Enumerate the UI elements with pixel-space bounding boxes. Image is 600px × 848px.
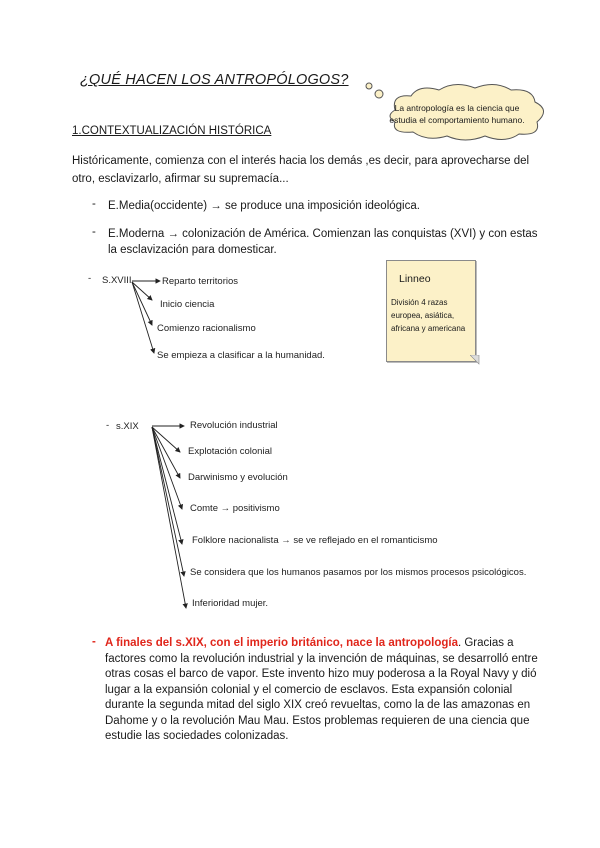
- xviii-label: S.XVIII: [102, 275, 132, 286]
- xviii-item: Comienzo racionalismo: [157, 323, 256, 334]
- highlight-text: A finales del s.XIX, con el imperio británico, nace la antropología: [105, 637, 458, 649]
- note-body: División 4 razas europea, asiática, africana y americana: [391, 298, 466, 333]
- bullet-dash: -: [92, 636, 96, 648]
- bullet-dash: -: [92, 198, 96, 210]
- linneo-note: [386, 260, 476, 362]
- section-heading: 1.CONTEXTUALIZACIÓN HISTÓRICA: [72, 125, 272, 137]
- xix-label: s.XIX: [116, 421, 139, 432]
- final-paragraph: [105, 636, 545, 745]
- xviii-item: Se empieza a clasificar a la humanidad.: [157, 350, 325, 361]
- final-body: . Gracias a factores como la revolución industrial y la invención de máquinas, se desarrolló entre otras cosas el barco de vapor. Este invento hizo muy poderosa a la Royal Navy y dió lugar a la expansión colonial y el comercio de esclavos. Esta expansión colonial durante la segunda mitad del siglo XIX creó revueltas, como la de las amazonas en Dahome y o la revolución Mau Mau. Estos problemas requieren de una ciencia que estudie las sociedades colonizadas.: [105, 637, 538, 742]
- xix-item: Darwinismo y evolución: [188, 472, 288, 483]
- xix-item: Se considera que los humanos pasamos por los mismos procesos psicológicos.: [190, 567, 527, 578]
- bullet-edad-moderna: E.Moderna → colonización de América. Comienzan las conquistas (XVI) y con estas la esclavización para domesticar.: [108, 228, 538, 256]
- bullet-dash: -: [88, 273, 92, 284]
- xviii-item: Inicio ciencia: [160, 299, 215, 310]
- bullet-edad-media: E.Media(occidente) → se produce una imposición ideológica.: [108, 200, 420, 212]
- xix-item: Explotación colonial: [188, 446, 272, 457]
- cloud-text: La antropología es la ciencia que estudia el comportamiento humano.: [389, 103, 525, 125]
- xix-item: Comte → positivismo: [190, 503, 280, 514]
- page-title: ¿QUÉ HACEN LOS ANTROPÓLOGOS?: [80, 72, 349, 88]
- xix-item: Revolución industrial: [190, 420, 278, 431]
- intro-paragraph: Históricamente, comienza con el interés hacia los demás ,es decir, para aprovecharse del otro, esclavizarlo, afirmar su supremacía...: [72, 155, 530, 185]
- xix-item: Folklore nacionalista → se ve reflejado en el romanticismo: [192, 535, 438, 546]
- xix-item: Inferioridad mujer.: [192, 598, 269, 609]
- bullet-dash: -: [106, 420, 110, 431]
- bullet-dash: -: [92, 226, 96, 238]
- note-corner: [470, 355, 480, 365]
- note-title: Linneo: [399, 273, 431, 285]
- xviii-item: Reparto territorios: [162, 276, 239, 287]
